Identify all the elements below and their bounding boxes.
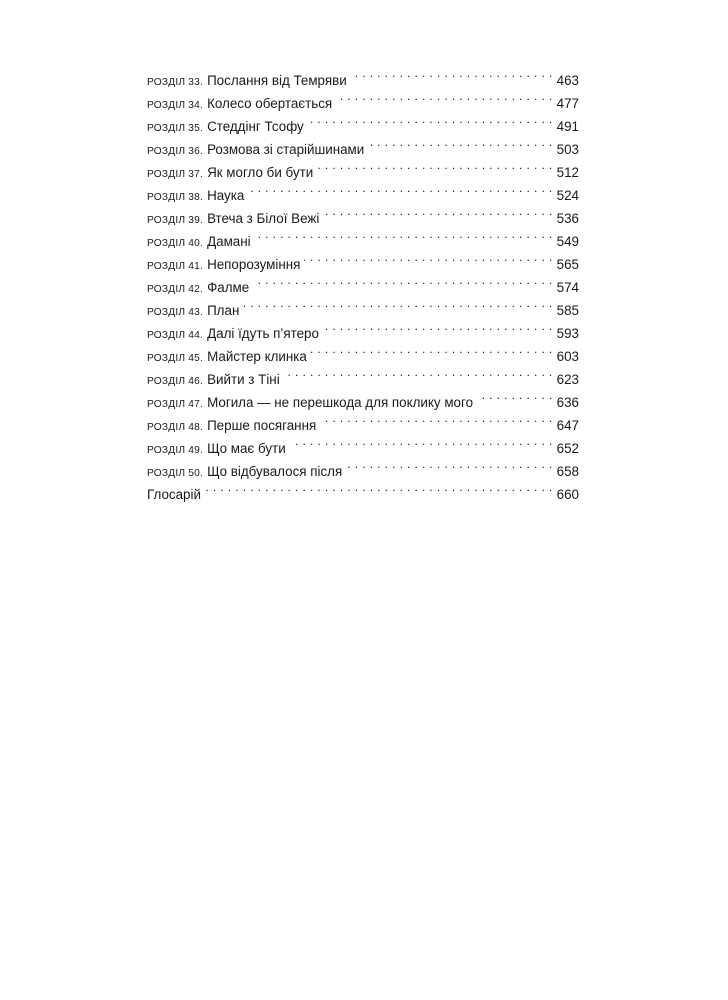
chapter-label: РОЗДІЛ 35. xyxy=(147,123,204,134)
dot-leader xyxy=(477,384,553,407)
chapter-label: РОЗДІЛ 41. xyxy=(147,261,204,272)
dot-leader xyxy=(253,269,552,292)
chapter-title: Могила — не перешкода для поклику мого xyxy=(207,395,474,410)
chapter-title: Розмова зі старійшинами xyxy=(207,142,365,157)
dot-leader xyxy=(304,246,552,269)
page-number: 652 xyxy=(556,441,579,456)
page-number: 603 xyxy=(556,349,579,364)
chapter-label: РОЗДІЛ 48. xyxy=(147,422,204,433)
page-number: 593 xyxy=(556,326,579,341)
chapter-title: План xyxy=(207,303,240,318)
dot-leader xyxy=(308,108,553,131)
glossary-title: Глосарій xyxy=(147,487,201,502)
page-number: 463 xyxy=(556,73,579,88)
dot-leader xyxy=(284,361,553,384)
table-of-contents xyxy=(147,62,579,502)
chapter-label: РОЗДІЛ 39. xyxy=(147,215,204,226)
dot-leader xyxy=(323,315,553,338)
dot-leader xyxy=(336,85,552,108)
chapter-title: Непорозуміння xyxy=(207,257,301,272)
chapter-label: РОЗДІЛ 45. xyxy=(147,353,204,364)
chapter-title: Перше посягання xyxy=(207,418,317,433)
chapter-label: РОЗДІЛ 33. xyxy=(147,77,204,88)
chapter-title: Наука xyxy=(207,188,245,203)
chapter-title: Втеча з Білої Вежі xyxy=(207,211,320,226)
chapter-label: РОЗДІЛ 37. xyxy=(147,169,204,180)
chapter-title: Вийти з Тіні xyxy=(207,372,280,387)
chapter-title: Далі їдуть п’ятеро xyxy=(207,326,319,341)
dot-leader xyxy=(317,154,552,177)
page-number: 491 xyxy=(556,119,579,134)
chapter-label: РОЗДІЛ 47. xyxy=(147,399,204,410)
page-number: 647 xyxy=(556,418,579,433)
chapter-title: Фалме xyxy=(207,280,250,295)
chapter-label: РОЗДІЛ 50. xyxy=(147,468,204,479)
page-number: 477 xyxy=(556,96,579,111)
dot-leader xyxy=(311,338,553,361)
dot-leader xyxy=(368,131,552,154)
chapter-label: РОЗДІЛ 44. xyxy=(147,330,204,341)
page-number: 536 xyxy=(556,211,579,226)
chapter-label: РОЗДІЛ 36. xyxy=(147,146,204,157)
dot-leader xyxy=(351,62,553,85)
chapter-label: РОЗДІЛ 42. xyxy=(147,284,204,295)
page-number: 512 xyxy=(556,165,579,180)
dot-leader xyxy=(248,177,552,200)
chapter-title: Колесо обертається xyxy=(207,96,333,111)
chapter-label: РОЗДІЛ 38. xyxy=(147,192,204,203)
dot-leader xyxy=(290,430,553,453)
chapter-title: Стеддінг Тсофу xyxy=(207,119,304,134)
page-number: 524 xyxy=(556,188,579,203)
chapter-title: Майстер клинка xyxy=(207,349,307,364)
page-number: 660 xyxy=(556,487,579,502)
chapter-title: Як могло би бути xyxy=(207,165,314,180)
chapter-label: РОЗДІЛ 34. xyxy=(147,100,204,111)
chapter-label: РОЗДІЛ 49. xyxy=(147,445,204,456)
chapter-label: РОЗДІЛ 46. xyxy=(147,376,204,387)
chapter-title: Послання від Темряви xyxy=(207,73,347,88)
chapter-title: Дамані xyxy=(207,234,251,249)
dot-leader xyxy=(243,292,552,315)
chapter-title: Що відбувалося після xyxy=(207,464,343,479)
toc-row xyxy=(147,62,579,88)
page-number: 549 xyxy=(556,234,579,249)
page-number: 658 xyxy=(556,464,579,479)
dot-leader xyxy=(320,407,552,430)
page-number: 623 xyxy=(556,372,579,387)
page-number: 574 xyxy=(556,280,579,295)
page-number: 565 xyxy=(556,257,579,272)
chapter-label: РОЗДІЛ 40. xyxy=(147,238,204,249)
dot-leader xyxy=(323,200,552,223)
dot-leader xyxy=(255,223,553,246)
dot-leader xyxy=(205,476,553,499)
page-number: 636 xyxy=(556,395,579,410)
dot-leader xyxy=(346,453,552,476)
page-number: 585 xyxy=(556,303,579,318)
chapter-title: Що має бути xyxy=(207,441,286,456)
page-number: 503 xyxy=(556,142,579,157)
toc-row-glossary xyxy=(147,476,579,502)
chapter-label: РОЗДІЛ 43. xyxy=(147,307,204,318)
